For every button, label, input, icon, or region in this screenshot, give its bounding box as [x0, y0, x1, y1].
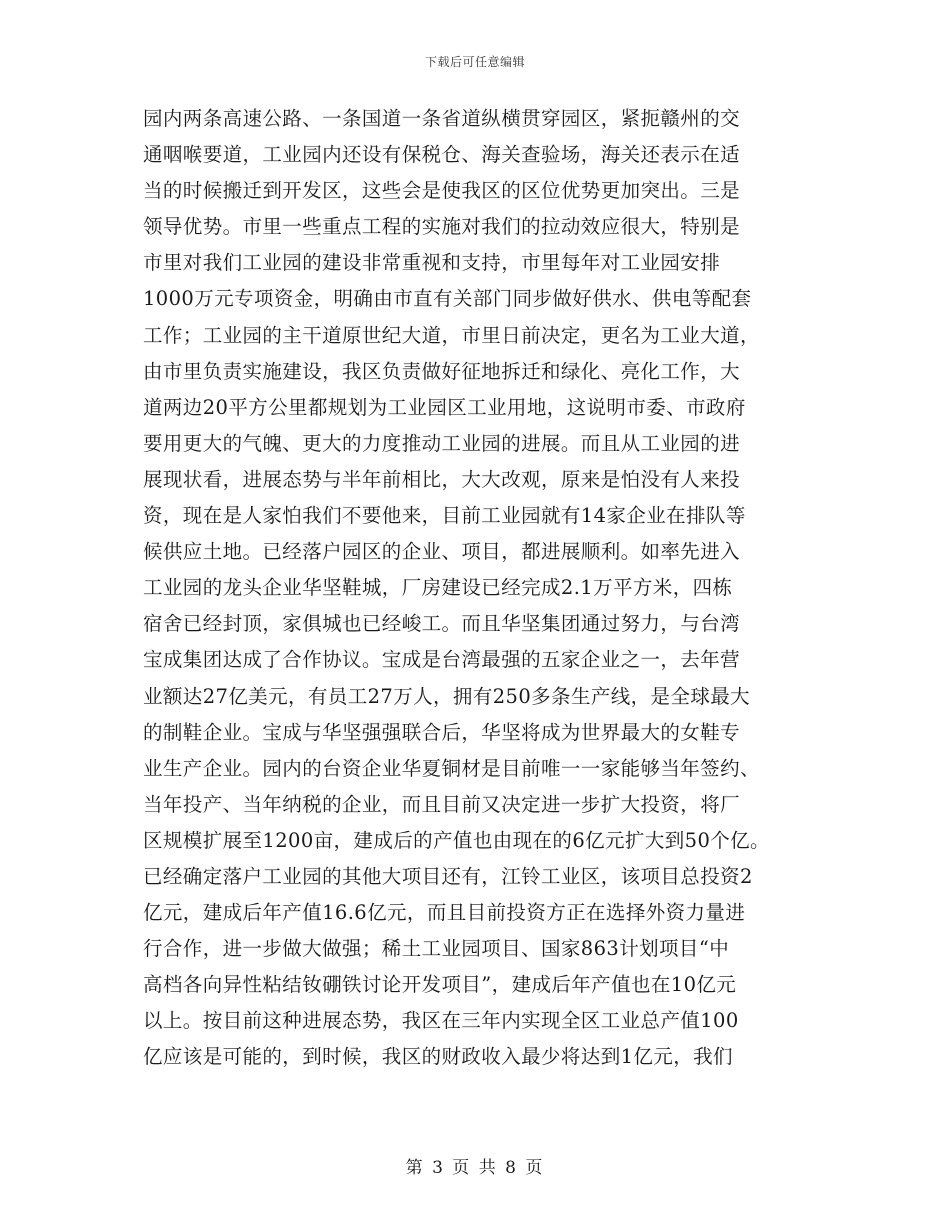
text-line: 通咽喉要道，工业园内还设有保税仓、海关查验场，海关还表示在适 — [143, 143, 741, 167]
text-line: 的制鞋企业。宝成与华坚强强联合后，华坚将成为世界最大的女鞋专 — [143, 720, 741, 744]
text-line: 候供应土地。已经落户园区的企业、项目，都进展顺利。如率先进入 — [143, 540, 741, 564]
text-line: 亿应该是可能的，到时候，我区的财政收入最少将达到1亿元，我们 — [143, 1045, 733, 1069]
text-line: 要用更大的气魄、更大的力度推动工业园的进展。而且从工业园的进 — [143, 431, 741, 455]
text-line: 由市里负责实施建设，我区负责做好征地拆迁和绿化、亮化工作，大 — [143, 359, 741, 383]
body-text — [143, 101, 813, 1076]
text-line: 已经确定落户工业园的其他大项目还有，江铃工业区，该项目总投资2 — [143, 864, 753, 888]
text-line: 市里对我们工业园的建设非常重视和支持，市里每年对工业园安排 — [143, 251, 721, 275]
text-line: 行合作，进一步做大做强；稀土工业园项目、国家863计划项目“中 — [143, 937, 730, 961]
text-line: 业额达27亿美元，有员工27万人，拥有250多条生产线，是全球最大 — [143, 684, 751, 708]
text-line: 区规模扩展至1200亩，建成后的产值也由现在的6亿元扩大到50个亿。 — [143, 828, 770, 852]
page-header: 下载后可任意编辑 — [424, 55, 525, 69]
text-line: 工业园的龙头企业华坚鞋城，厂房建设已经完成2.1万平方米，四栋 — [143, 576, 733, 600]
text-line: 宝成集团达成了合作协议。宝成是台湾最强的五家企业之一，去年营 — [143, 648, 741, 672]
text-line: 1000万元专项资金，明确由市直有关部门同步做好供水、供电等配套 — [143, 287, 752, 311]
text-line: 以上。按目前这种进展态势，我区在三年内实现全区工业总产值100 — [143, 1009, 739, 1033]
text-line: 高档各向异性粘结钕硼铁讨论开发项目”，建成后年产值也在10亿元 — [143, 973, 737, 997]
text-line: 当的时候搬迁到开发区，这些会是使我区的区位优势更加突出。三是 — [143, 179, 741, 203]
text-line: 园内两条高速公路、一条国道一条省道纵横贯穿园区，紧扼赣州的交 — [143, 107, 741, 130]
text-line: 领导优势。市里一些重点工程的实施对我们的拉动效应很大，特别是 — [143, 215, 741, 239]
text-line: 业生产企业。园内的台资企业华夏铜材是目前唯一一家能够当年签约、 — [143, 756, 760, 780]
text-line: 亿元，建成后年产值16.6亿元，而且目前投资方正在选择外资力量进 — [143, 901, 746, 925]
page-number: 第 3 页 共 8 页 — [405, 1158, 545, 1178]
text-line: 工作；工业园的主干道原世纪大道，市里日前决定，更名为工业大道， — [143, 323, 760, 347]
text-line: 当年投产、当年纳税的企业，而且目前又决定进一步扩大投资，将厂 — [143, 792, 741, 816]
text-line: 展现状看，进展态势与半年前相比，大大改观，原来是怕没有人来投 — [143, 467, 741, 491]
text-line: 资，现在是人家怕我们不要他来，目前工业园就有14家企业在排队等 — [143, 504, 746, 528]
text-line: 道两边20平方公里都规划为工业园区工业用地，这说明市委、市政府 — [143, 395, 746, 419]
text-line: 宿舍已经封顶，家俱城也已经峻工。而且华坚集团通过努力，与台湾 — [143, 612, 741, 636]
